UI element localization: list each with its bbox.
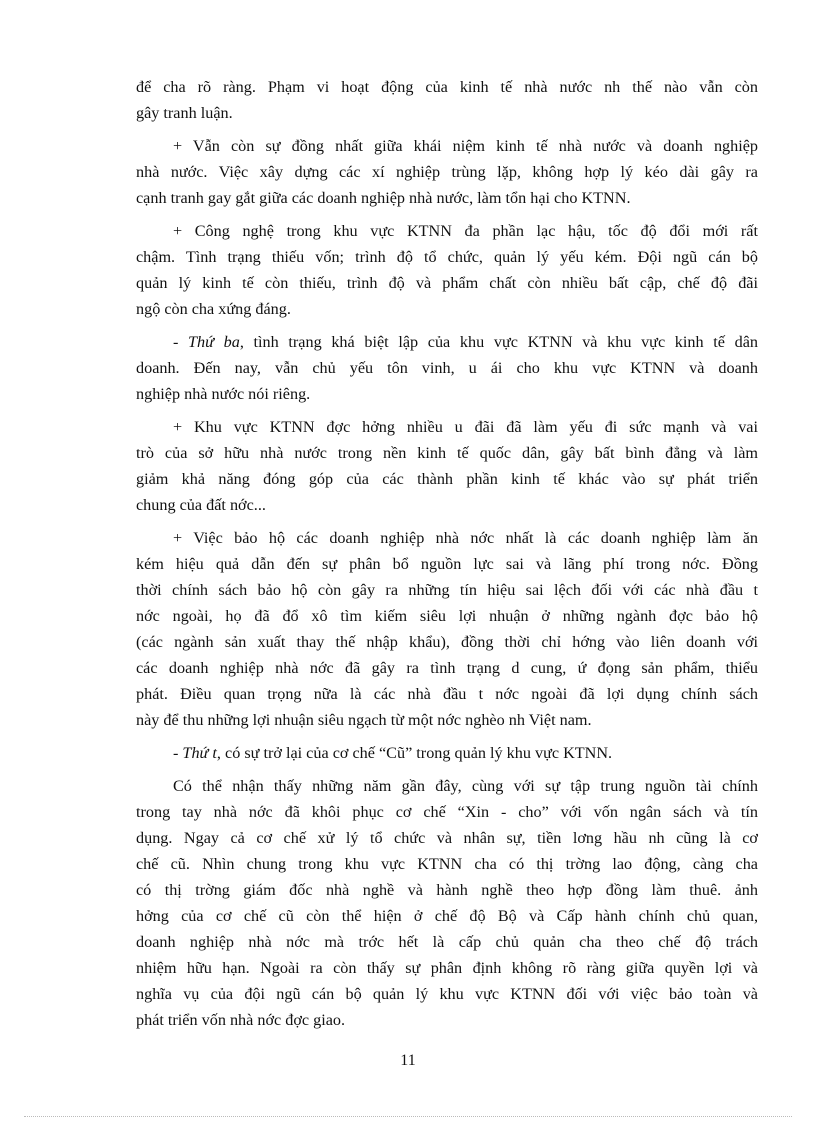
line-text: (các ngành sản xuất thay thế nhập khẩu), đồng thời chỉ hớng vào liên doanh với [136, 633, 758, 651]
line-text: nớc ngoài, họ đã đổ xô tìm kiếm siêu lợi nhuận ở những ngành đợc bảo hộ [136, 607, 758, 625]
line-text: doanh. Đến nay, vẫn chủ yếu tôn vinh, u ái cho khu vực KTNN và doanh [136, 359, 758, 377]
line-text: nhà nước. Việc xây dựng các xí nghiệp trùng lặp, không hợp lý kéo dài gây ra [136, 163, 758, 181]
text-line [136, 159, 758, 185]
text-line [136, 100, 758, 126]
paragraph [136, 218, 758, 322]
text-line [136, 655, 758, 681]
line-text: Có thể nhận thấy những năm gần đây, cùng với sự tập trung nguồn tài chính [173, 777, 758, 795]
text-line [136, 218, 758, 244]
line-text: chậm. Tình trạng thiếu vốn; trình độ tổ chức, quản lý yếu kém. Đội ngũ cán bộ [136, 248, 758, 266]
line-text: cạnh tranh gay gắt giữa các doanh nghiệp nhà nước, làm tổn hại cho KTNN. [136, 189, 631, 207]
line-text: nghĩa vụ của đội ngũ cán bộ quản lý khu vực KTNN đối với việc bảo toàn và [136, 985, 758, 1003]
text-line [136, 1007, 758, 1033]
text-line [136, 551, 758, 577]
paragraph [136, 773, 758, 1033]
text-line [136, 929, 758, 955]
text-line [136, 381, 758, 407]
paragraph [136, 740, 758, 766]
line-text: gây tranh luận. [136, 104, 233, 122]
paragraph [136, 133, 758, 211]
page-number: 11 [400, 1052, 416, 1069]
text-line [136, 903, 758, 929]
text-line [136, 681, 758, 707]
text-line [136, 799, 758, 825]
line-text: + Khu vực KTNN đợc hởng nhiều u đãi đã làm yếu đi sức mạnh và vai [173, 418, 758, 436]
line-text: , có sự trở lại của cơ chế “Cũ” trong quản lý khu vực KTNN. [216, 744, 613, 762]
paragraph [136, 525, 758, 733]
line-text: chế cũ. Nhìn chung trong khu vực KTNN cha có thị trờng lao động, càng cha [136, 855, 758, 873]
paragraph [136, 414, 758, 518]
italic-lead: - Thứ t [173, 744, 217, 762]
line-text: nghiệp nhà nước nói riêng. [136, 385, 311, 403]
line-text: phát. Điều quan trọng nữa là các nhà đầu t nớc ngoài đã lợi dụng chính sách [136, 685, 758, 703]
text-line [136, 492, 758, 518]
line-text: + Công nghệ trong khu vực KTNN đa phần lạc hậu, tốc độ đổi mới rất [173, 222, 758, 240]
line-text: phát triển vốn nhà nớc đợc giao. [136, 1011, 346, 1029]
text-line [136, 355, 758, 381]
text-line [136, 773, 758, 799]
line-text: hởng của cơ chế cũ còn thể hiện ở chế độ Bộ và Cấp hành chính chủ quan, [136, 907, 758, 925]
text-line [136, 414, 758, 440]
line-text: này để thu những lợi nhuận siêu ngạch từ một nớc nghèo nh Việt nam. [136, 711, 592, 729]
text-line [136, 955, 758, 981]
text-line [136, 466, 758, 492]
text-line [136, 629, 758, 655]
line-text: quản lý kinh tế còn thiếu, trình độ và phẩm chất còn nhiều bất cập, chế độ đãi [136, 274, 758, 292]
line-text: trong tay nhà nớc đã khôi phục cơ chế “Xin - cho” với vốn ngân sách và tín [136, 803, 758, 821]
line-text: có thị trờng giám đốc nhà nghề và hành nghề theo hợp đồng làm thuê. ảnh [136, 881, 758, 899]
line-text: , tình trạng khá biệt lập của khu vực KTNN và khu vực kinh tế dân [239, 333, 758, 351]
text-line [136, 74, 758, 100]
text-line [136, 707, 758, 733]
line-text: ngộ còn cha xứng đáng. [136, 300, 291, 318]
line-text: chung của đất nớc... [136, 496, 266, 514]
paragraph [136, 329, 758, 407]
text-line [136, 577, 758, 603]
text-line [136, 296, 758, 322]
text-line [136, 877, 758, 903]
italic-lead: - Thứ ba [173, 333, 240, 351]
paragraph [136, 74, 758, 126]
line-text: nhiệm hữu hạn. Ngoài ra còn thấy sự phân định không rõ ràng giữa quyền lợi và [136, 959, 758, 977]
text-line [136, 851, 758, 877]
line-text: thời chính sách bảo hộ còn gây ra những tín hiệu sai lệch đối với các nhà đầu t [136, 581, 758, 599]
text-line [136, 603, 758, 629]
text-line [136, 825, 758, 851]
line-text: dụng. Ngay cả cơ chế xử lý tổ chức và nhân sự, tiền lơng hầu nh cũng là cơ [136, 829, 758, 847]
text-line [136, 329, 758, 355]
text-line [136, 440, 758, 466]
line-text: để cha rõ ràng. Phạm vi hoạt động của kinh tế nhà nước nh thế nào vẫn còn [136, 78, 758, 96]
body-text [136, 74, 758, 1033]
line-text: kém hiệu quả dẫn đến sự phân bổ nguồn lực sai và lãng phí trong nớc. Đồng [136, 555, 758, 573]
text-line [136, 981, 758, 1007]
line-text: + Việc bảo hộ các doanh nghiệp nhà nớc nhất là các doanh nghiệp làm ăn [173, 529, 758, 547]
line-text: doanh nghiệp nhà nớc mà trớc hết là cấp chủ quản cha theo chế độ trách [136, 933, 758, 951]
line-text: trò của sở hữu nhà nước trong nền kinh tế quốc dân, gây bất bình đẳng và làm [136, 444, 758, 462]
line-text: + Vẫn còn sự đồng nhất giữa khái niệm kinh tế nhà nước và doanh nghiệp [173, 137, 758, 155]
page-bottom-divider [24, 1116, 792, 1117]
line-text: các doanh nghiệp nhà nớc đã gây ra tình trạng d cung, ứ đọng sản phẩm, thiểu [136, 659, 758, 677]
text-line [136, 244, 758, 270]
line-text: giảm khả năng đóng góp của các thành phần kinh tế khác vào sự phát triển [136, 470, 758, 488]
text-line [136, 270, 758, 296]
text-line [136, 740, 758, 766]
text-line [136, 133, 758, 159]
text-line [136, 185, 758, 211]
text-line [136, 525, 758, 551]
